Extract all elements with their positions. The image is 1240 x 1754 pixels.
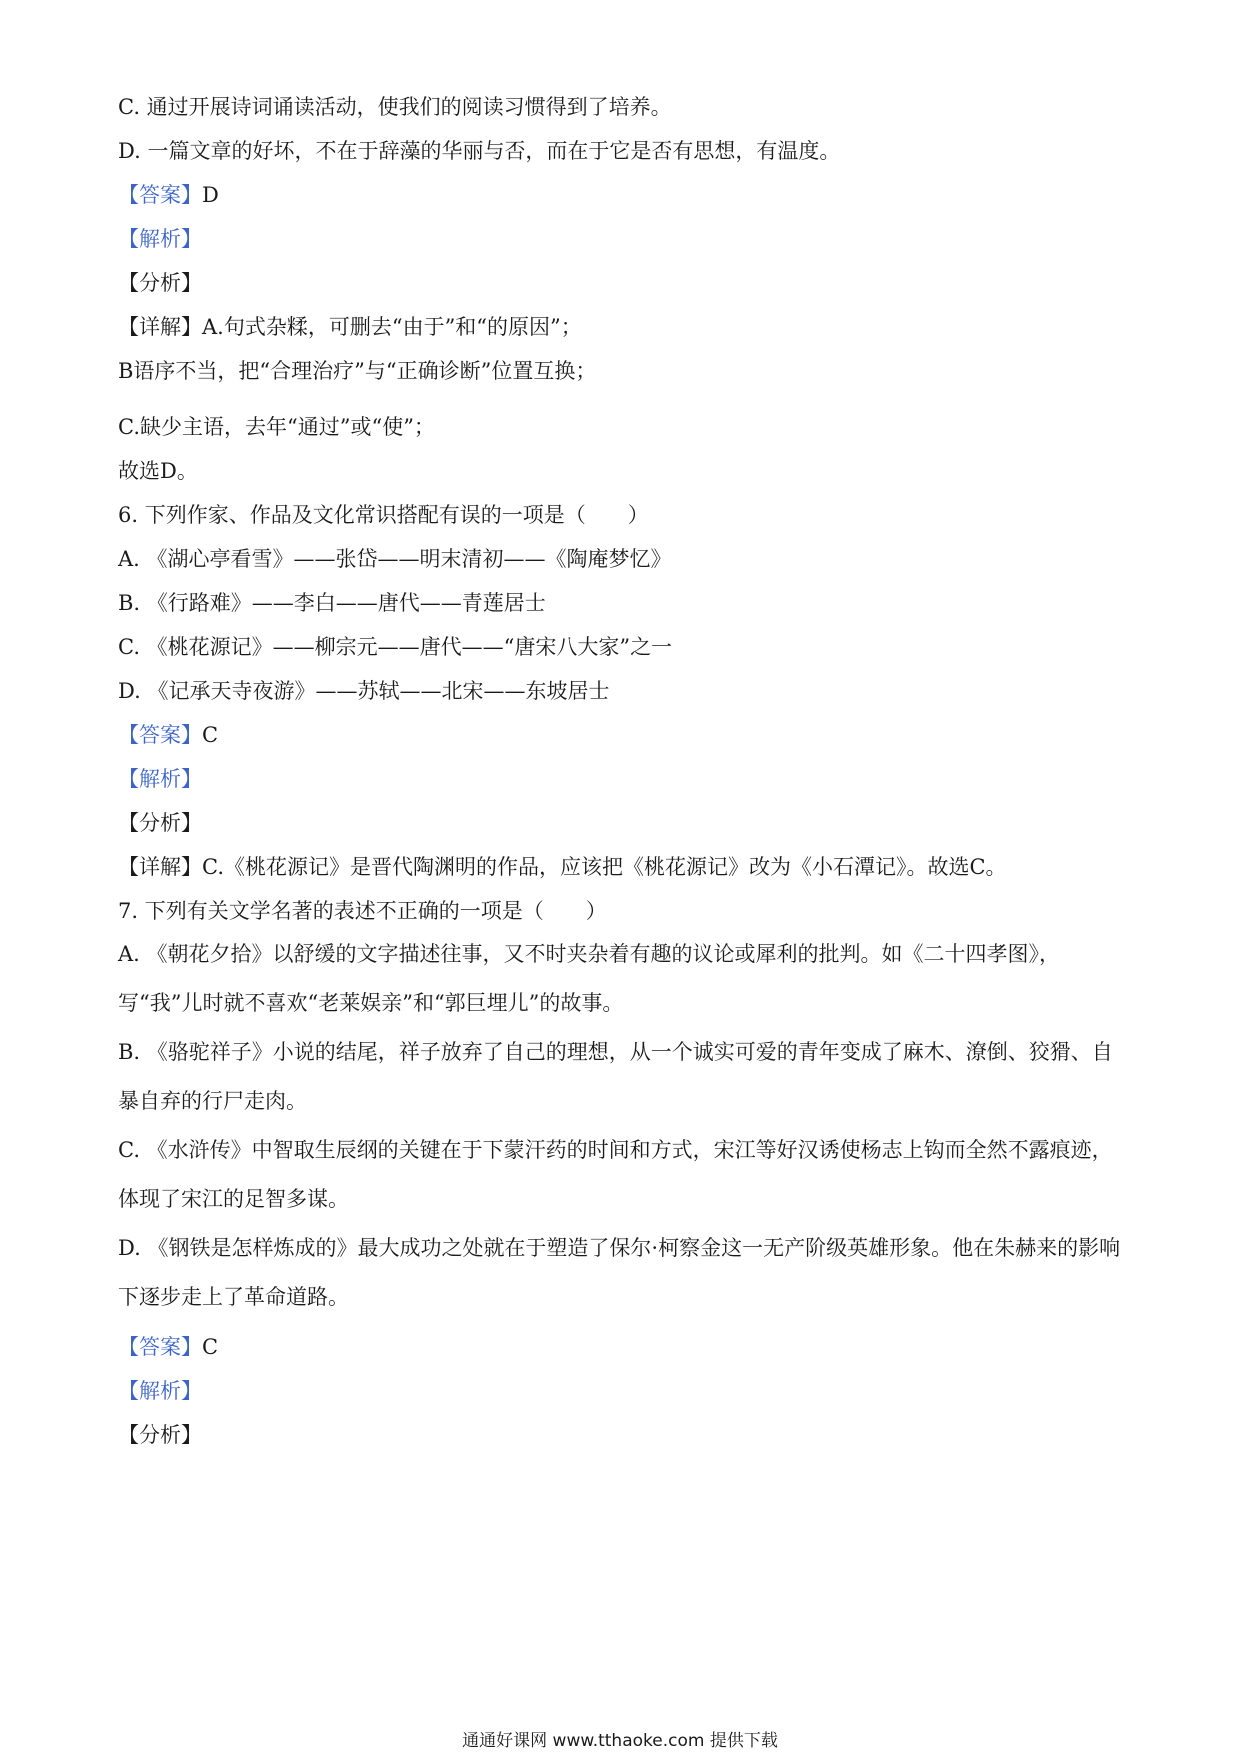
q5-detail-c: C.缺少主语，去年“通过”或“使”； [118, 415, 435, 439]
q7-fenxi-label: 【分析】 [118, 1423, 202, 1447]
detail-label: 【详解】 [118, 855, 202, 879]
q7-question: 7. 下列有关文学名著的表述不正确的一项是（ ） [118, 899, 607, 923]
q6-option-d: D. 《记承天寺夜游》——苏轼——北宋——东坡居士 [118, 679, 610, 703]
q6-option-b: B. 《行路难》——李白——唐代——青莲居士 [118, 591, 546, 615]
q5-jiexi-label: 【解析】 [118, 227, 202, 251]
page-footer: 通通好课网 www.tthaoke.com 提供下载 [462, 1731, 778, 1751]
q7-option-c: C. 《水浒传》中智取生辰纲的关键在于下蒙汗药的时间和方式，宋江等好汉诱使杨志上钩而全然不露痕迹，体现了宋江的足智多谋。 [118, 1138, 1113, 1211]
q6-detail [118, 852, 1007, 882]
q7-option-b: B. 《骆驼祥子》小说的结尾，祥子放弃了自己的理想，从一个诚实可爱的青年变成了麻木、潦倒、狡猾、自暴自弃的行尸走肉。 [118, 1040, 1113, 1113]
answer-label: 【答案】 [118, 1335, 202, 1359]
detail-text: C.《桃花源记》是晋代陶渊明的作品，应该把《桃花源记》改为《小石潭记》。故选C。 [202, 855, 1007, 879]
q7-option-d: D. 《钢铁是怎样炼成的》最大成功之处就在于塑造了保尔·柯察金这一无产阶级英雄形象。他在朱赫来的影响下逐步走上了革命道路。 [118, 1236, 1121, 1309]
q6-question: 6. 下列作家、作品及文化常识搭配有误的一项是（ ） [118, 503, 649, 527]
q6-answer [118, 720, 218, 750]
q7-option-a: A. 《朝花夕拾》以舒缓的文字描述往事，又不时夹杂着有趣的议论或犀利的批判。如《二十四孝图》，写“我”儿时就不喜欢“老莱娱亲”和“郭巨埋儿”的故事。 [118, 942, 1061, 1015]
q5-option-c: C. 通过开展诗词诵读活动，使我们的阅读习惯得到了培养。 [118, 95, 672, 119]
detail-text: A.句式杂糅，可删去“由于”和“的原因”； [202, 315, 582, 339]
answer-value: C [202, 723, 219, 747]
q5-conclusion: 故选D。 [118, 459, 198, 483]
q7-jiexi-label: 【解析】 [118, 1379, 202, 1403]
q5-answer [118, 180, 219, 210]
answer-value: D [202, 183, 219, 207]
q5-detail-b: B语序不当，把“合理治疗”与“正确诊断”位置互换； [118, 359, 597, 383]
q5-option-d: D. 一篇文章的好坏，不在于辞藻的华丽与否，而在于它是否有思想，有温度。 [118, 139, 841, 163]
q6-jiexi-label: 【解析】 [118, 767, 202, 791]
detail-label: 【详解】 [118, 315, 202, 339]
answer-label: 【答案】 [118, 183, 202, 207]
q5-fenxi-label: 【分析】 [118, 271, 202, 295]
q7-answer [118, 1332, 218, 1362]
q6-fenxi-label: 【分析】 [118, 811, 202, 835]
answer-label: 【答案】 [118, 723, 202, 747]
q6-option-c: C. 《桃花源记》——柳宗元——唐代——“唐宋八大家”之一 [118, 635, 673, 659]
answer-value: C [202, 1335, 219, 1359]
q6-option-a: A. 《湖心亭看雪》——张岱——明末清初——《陶庵梦忆》 [118, 547, 672, 571]
q5-detail-a [118, 312, 582, 342]
